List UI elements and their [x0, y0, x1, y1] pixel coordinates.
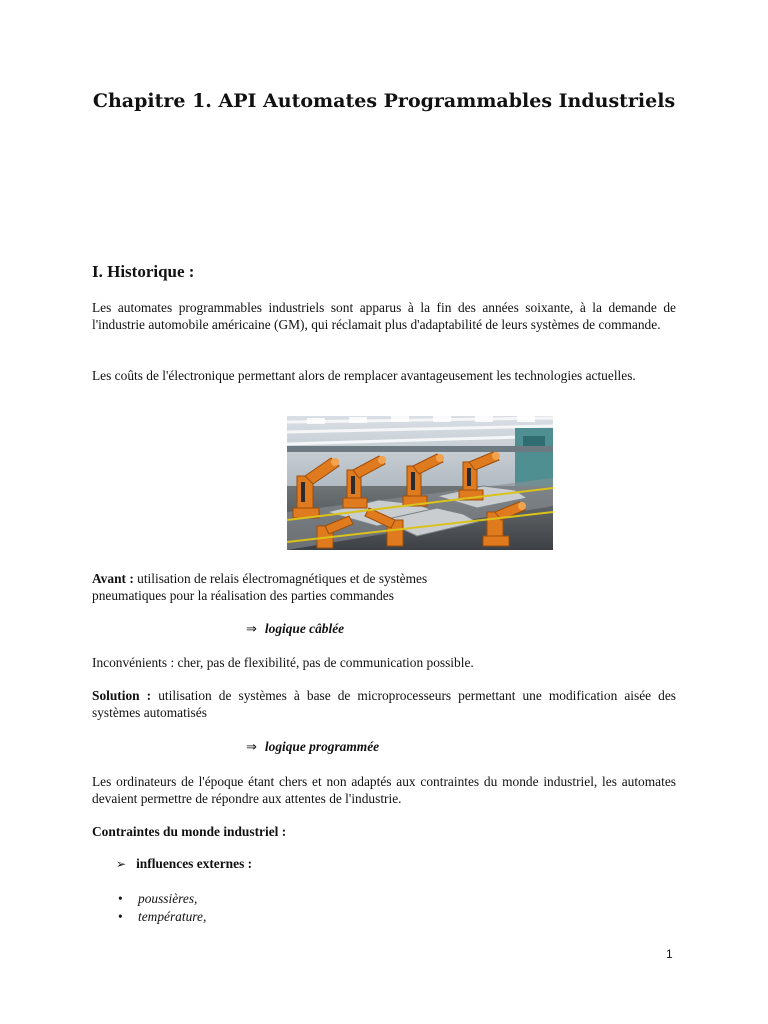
logique-programmee-text: logique programmée: [264, 739, 380, 754]
bullet-list: [116, 890, 206, 926]
paragraph-inconvenients: Inconvénients : cher, pas de flexibilité, pas de communication possible.: [92, 655, 474, 670]
bullet-dot-icon: •: [118, 909, 123, 924]
influences-text: influences externes :: [136, 856, 253, 871]
paragraph-origins: Les automates programmables industriels sont apparus à la fin des années soixante, à la demande de l'industrie automobile américaine (GM), qui réclamait plus d'adaptabilité de leurs systèmes de commande.: [92, 300, 676, 332]
page-number: 1: [666, 947, 673, 961]
constraints-heading: Contraintes du monde industriel :: [92, 824, 287, 839]
paragraph-costs: Les coûts de l'électronique permettant alors de remplacer avantageusement les technologies actuelles.: [92, 368, 636, 383]
sub-heading-influences: [116, 856, 252, 872]
implies-arrow-icon: ⇒: [246, 740, 257, 755]
assembly-line-robots-photo: [287, 416, 553, 550]
section-heading-historique: I. Historique :: [92, 262, 195, 281]
arrow-bullet-icon: ➢: [116, 857, 127, 871]
list-item: • poussières,: [118, 891, 198, 906]
paragraph-avant: [92, 570, 676, 604]
avant-text-line2: pneumatiques pour la réalisation des parties commandes: [92, 588, 394, 603]
implies-arrow-icon: ⇒: [246, 622, 257, 637]
solution-label: Solution :: [92, 688, 152, 703]
chapter-title: Chapitre 1. API Automates Programmables Industriels: [92, 90, 676, 112]
implies-logique-programmee: [246, 739, 379, 755]
implies-logique-cablee: [246, 621, 344, 637]
paragraph-solution: [92, 687, 676, 721]
bullet-dot-icon: •: [118, 891, 123, 906]
list-item: • température,: [118, 909, 207, 924]
avant-label: Avant :: [92, 571, 134, 586]
solution-text: utilisation de systèmes à base de microprocesseurs permettant une modification aisée des systèmes automatisés: [92, 688, 676, 720]
logique-cablee-text: logique câblée: [264, 621, 345, 636]
paragraph-ordinateurs: Les ordinateurs de l'époque étant chers et non adaptés aux contraintes du monde industriel, les automates devaient permettre de répondre aux attentes de l'industrie.: [92, 774, 676, 806]
avant-text-line1: utilisation de relais électromagnétiques et de systèmes: [133, 571, 428, 586]
